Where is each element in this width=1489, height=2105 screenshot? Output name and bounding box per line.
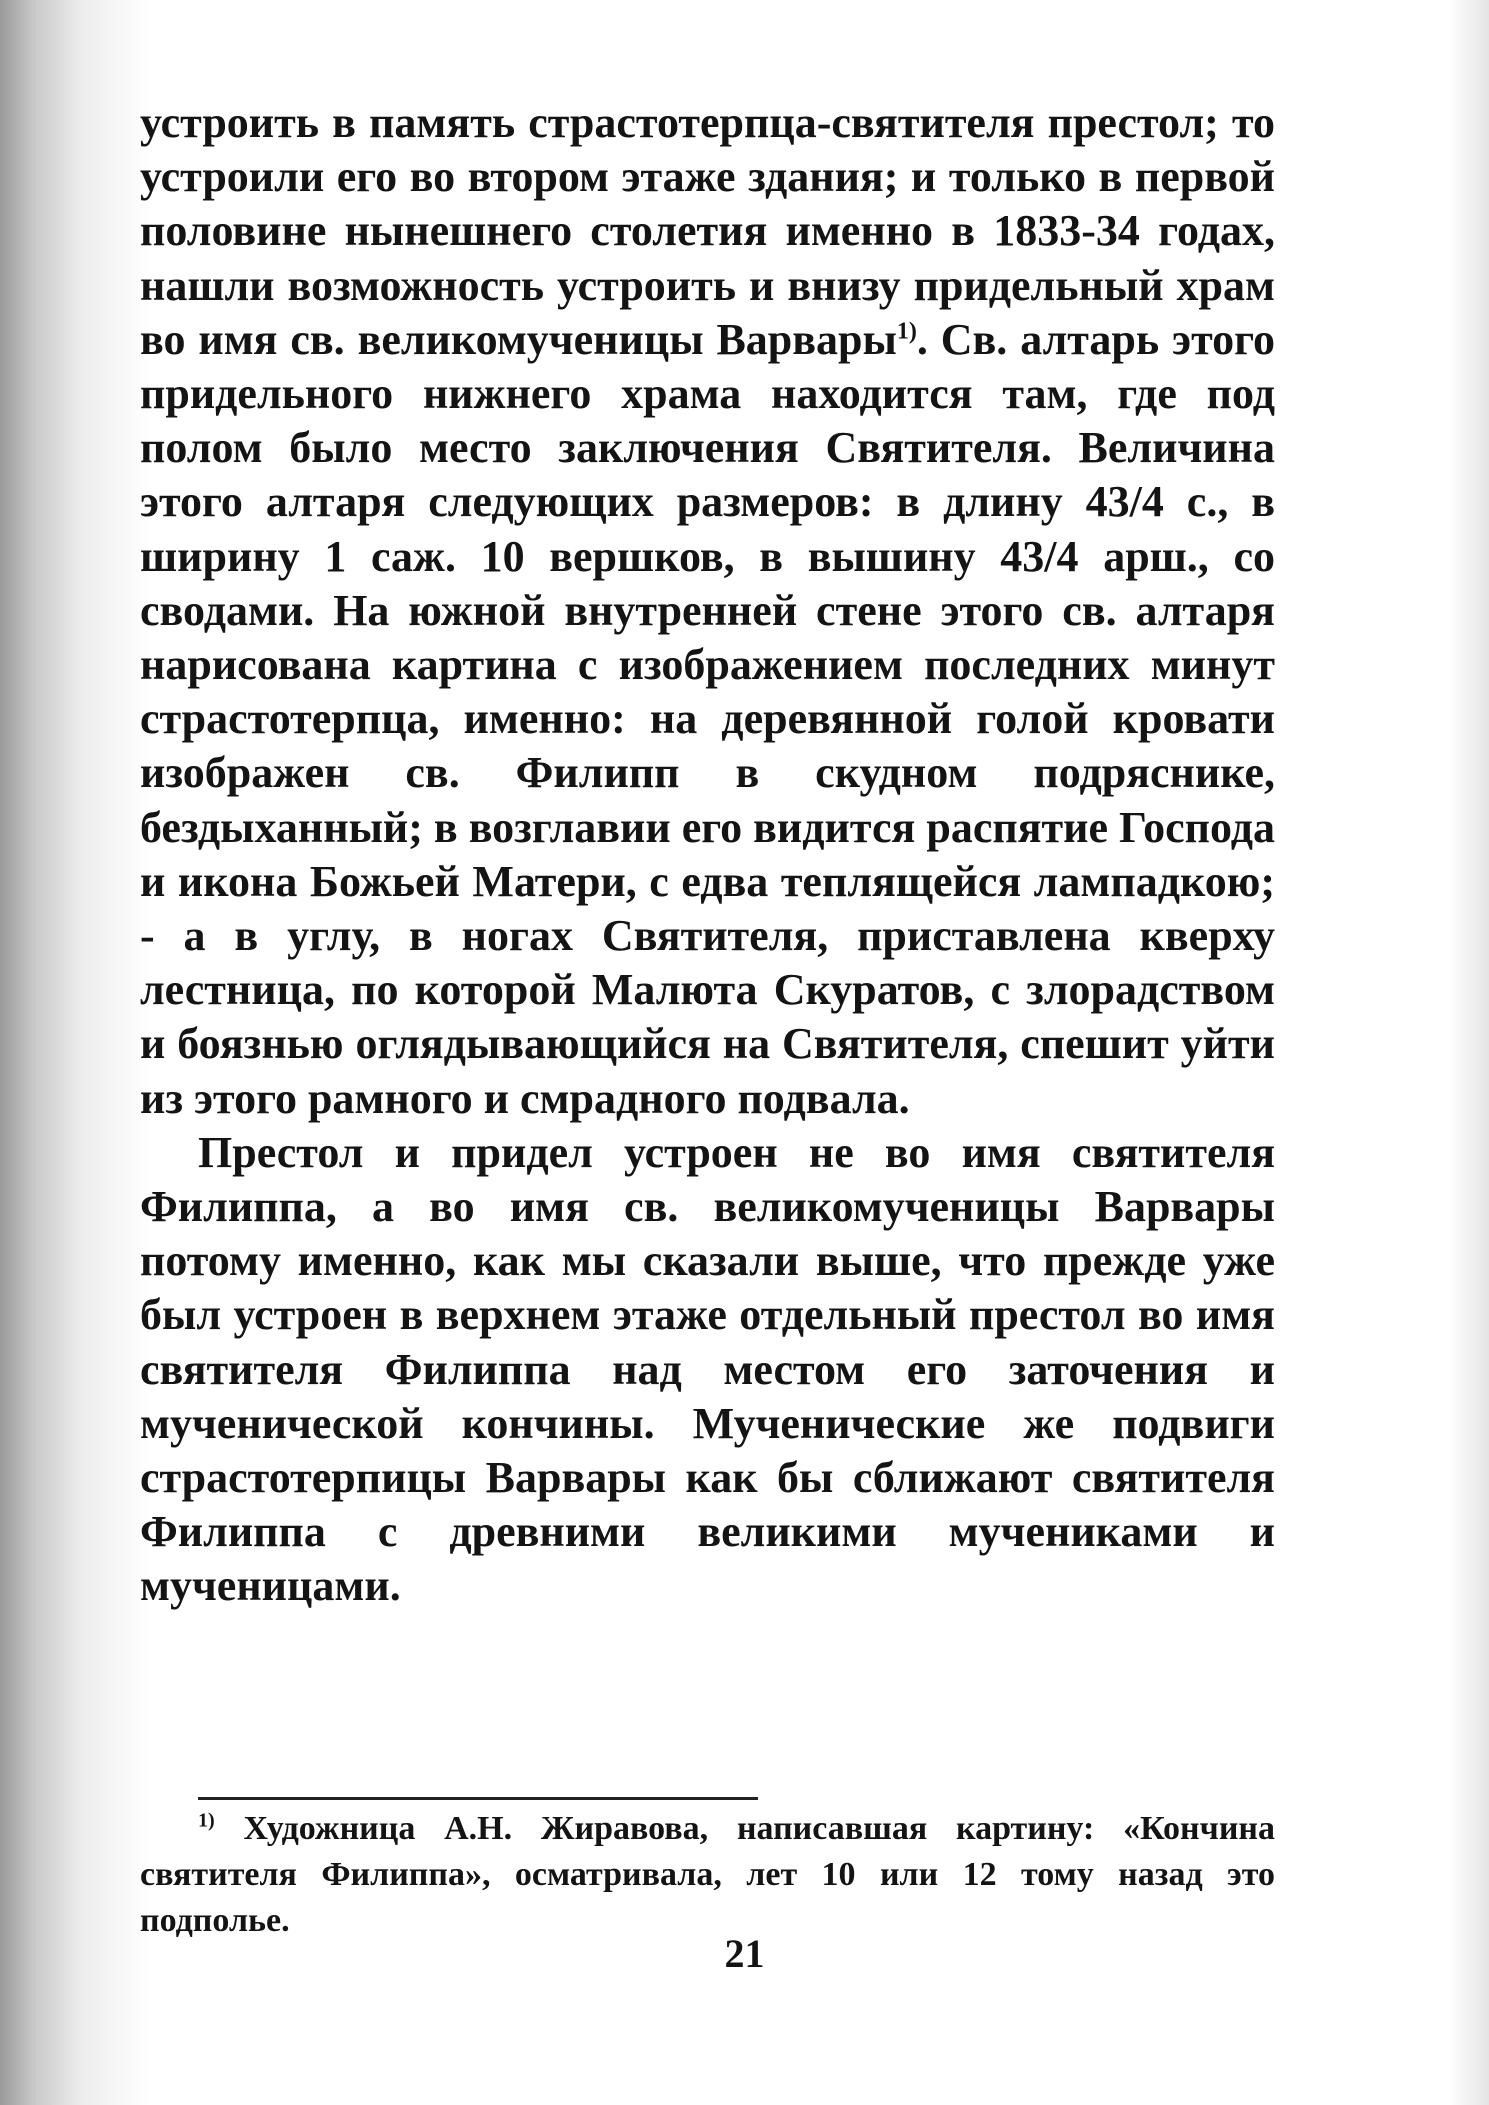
footnote-reference: 1) <box>896 318 917 345</box>
paragraph-1 <box>140 96 1275 1126</box>
page-body <box>140 96 1275 1614</box>
paragraph-1-text-end: . Св. алтарь этого придельного нижнего храма находится там, где под полом было место заключения Святителя. Величина этого алтаря следующих размеров: в длину 43/4 с., в ширину 1 саж. 10 вершков, в вышину 43/4 арш., со сводами. На южной внутренней стене этого св. алтаря нарисована картина с изображением последних минут страстотерпца, именно: на деревянной голой кровати изображен св. Филипп в скудном подряснике, бездыханный; в возглавии его видится распятие Господа и икона Божьей Матери, с едва теплящейся лампадкою; - а в углу, в ногах Святителя, приставлена кверху лестница, по которой Малюта Скуратов, с злорадством и боязнью оглядывающийся на Святителя, спешит уйти из этого рамного и смрадного подвала. <box>140 314 1275 1123</box>
paragraph-2: Престол и придел устроен не во имя святителя Филиппа, а во имя св. великомученицы Варвары потому именно, как мы сказали выше, что прежде уже был устроен в верхнем этаже отдельный престол во имя святителя Филиппа над местом его заточения и мученической кончины. Мученические же подвиги страстотерпицы Варвары как бы сближают святителя Филиппа с древними великими мучениками и мученицами. <box>140 1127 1275 1611</box>
scan-left-edge-shadow <box>0 0 150 2105</box>
footnote-marker: 1) <box>198 1809 215 1832</box>
footnote-divider <box>198 1797 758 1800</box>
paragraph-1-text-start: устроить в память страстотерпца-святителя престол; то устроили его во втором этаже здания; и только в первой половине нынешнего столетия именно в 1833-34 годах, нашли возможность устроить и внизу придельный храм во имя св. великомученицы Варвары <box>140 98 1275 364</box>
scan-right-edge-shadow <box>1449 0 1489 2105</box>
footnote <box>140 1806 1275 1944</box>
footnote-text: Художница А.Н. Жиравова, написавшая картину: «Кончина святителя Филиппа», осматривала, лет 10 или 12 тому назад это подполье. <box>140 1810 1275 1939</box>
page-number: 21 <box>724 1931 765 1976</box>
